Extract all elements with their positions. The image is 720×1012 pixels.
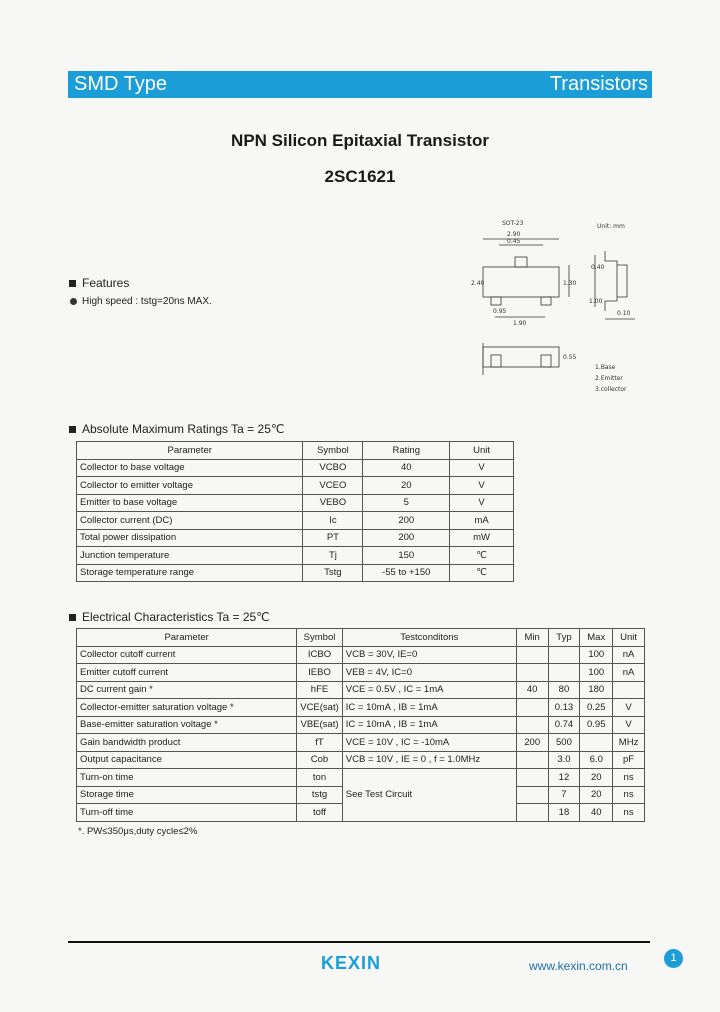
table-header-row: [77, 629, 645, 647]
table-cell: fT: [297, 734, 343, 752]
page-number-badge: 1: [664, 949, 683, 968]
table-cell: tstg: [297, 786, 343, 804]
dim-label: 2.90: [507, 231, 521, 238]
table-cell: Emitter to base voltage: [77, 494, 303, 512]
table-cell: IC = 10mA , IB = 1mA: [342, 716, 516, 734]
header-right-label: Transistors: [549, 73, 648, 95]
bullet-dot-icon: [70, 298, 77, 305]
dim-label: 2.40: [471, 280, 485, 287]
table-cell: VCE = 10V , IC = -10mA: [342, 734, 516, 752]
bullet-square-icon: [69, 614, 76, 621]
features-heading: [69, 276, 129, 290]
table-cell: ns: [613, 804, 645, 822]
package-top-view: [483, 239, 569, 317]
table-cell: hFE: [297, 681, 343, 699]
table-cell: 0.74: [548, 716, 580, 734]
table-cell: Junction temperature: [77, 547, 303, 565]
table-cell: V: [450, 459, 514, 477]
table-cell: 3.0: [548, 751, 580, 769]
table-cell: VEBO: [303, 494, 363, 512]
table-cell: ℃: [450, 547, 514, 565]
table-cell: 100: [580, 646, 613, 664]
table-row: [77, 646, 645, 664]
feature-item: [70, 296, 212, 307]
table-cell: [516, 716, 548, 734]
table-cell: [516, 699, 548, 717]
table-cell: ton: [297, 769, 343, 787]
table-cell: VCEO: [303, 477, 363, 495]
table-row: [77, 664, 645, 682]
table-cell: Storage time: [77, 786, 297, 804]
table-row: [77, 699, 645, 717]
package-name: SOT-23: [502, 220, 524, 227]
elec-char-heading: [69, 610, 270, 624]
table-row: [77, 494, 514, 512]
table-cell: Collector to emitter voltage: [77, 477, 303, 495]
table-cell: pF: [613, 751, 645, 769]
table-row: [77, 769, 645, 787]
table-cell: VCBO: [303, 459, 363, 477]
table-cell: Turn-on time: [77, 769, 297, 787]
dim-label: 1.30: [563, 280, 577, 287]
table-header-row: [77, 442, 514, 460]
table-cell: V: [450, 477, 514, 495]
table-cell: VBE(sat): [297, 716, 343, 734]
table-cell: Turn-off time: [77, 804, 297, 822]
package-outline-diagram: [465, 215, 655, 400]
table-cell: nA: [613, 664, 645, 682]
table-row: [77, 751, 645, 769]
table-row: [77, 547, 514, 565]
abs-max-table: [76, 441, 514, 582]
column-header: Rating: [363, 442, 450, 460]
table-cell: VCE(sat): [297, 699, 343, 717]
table-row: [77, 459, 514, 477]
table-cell: 0.13: [548, 699, 580, 717]
table-cell: 5: [363, 494, 450, 512]
table-cell: [613, 681, 645, 699]
column-header: Testconditons: [342, 629, 516, 647]
column-header: Parameter: [77, 629, 297, 647]
table-cell: [516, 664, 548, 682]
features-heading-text: Features: [82, 276, 130, 290]
table-cell: Tj: [303, 547, 363, 565]
feature-item-text: High speed : tstg=20ns MAX.: [82, 296, 212, 307]
column-header: Symbol: [303, 442, 363, 460]
table-cell: 20: [580, 786, 613, 804]
table-cell: 150: [363, 547, 450, 565]
table-cell: 200: [363, 512, 450, 530]
table-cell: DC current gain *: [77, 681, 297, 699]
table-cell: toff: [297, 804, 343, 822]
column-header: Symbol: [297, 629, 343, 647]
table-cell: PT: [303, 529, 363, 547]
table-cell: [516, 769, 548, 787]
table-cell: [580, 734, 613, 752]
table-cell: 80: [548, 681, 580, 699]
header-left-label: SMD Type: [74, 73, 167, 95]
table-cell: VEB = 4V, IC=0: [342, 664, 516, 682]
table-cell: 0.25: [580, 699, 613, 717]
table-cell: [548, 646, 580, 664]
footer-divider: [68, 941, 650, 943]
column-header: Max: [580, 629, 613, 647]
column-header: Unit: [613, 629, 645, 647]
table-cell: 7: [548, 786, 580, 804]
column-header: Min: [516, 629, 548, 647]
table-row: [77, 564, 514, 582]
table-cell: MHz: [613, 734, 645, 752]
table-cell: Gain bandwidth product: [77, 734, 297, 752]
table-cell: Emitter cutoff current: [77, 664, 297, 682]
table-cell: 40: [580, 804, 613, 822]
table-cell: mW: [450, 529, 514, 547]
header-banner: [68, 71, 652, 98]
table-cell: [516, 646, 548, 664]
table-cell: 180: [580, 681, 613, 699]
dim-label: 1.90: [513, 320, 527, 327]
table-cell: Cob: [297, 751, 343, 769]
table-cell: V: [613, 716, 645, 734]
table-cell: 100: [580, 664, 613, 682]
table-cell: 200: [516, 734, 548, 752]
column-header: Parameter: [77, 442, 303, 460]
bullet-square-icon: [69, 280, 76, 287]
table-cell: Tstg: [303, 564, 363, 582]
table-cell: VCB = 10V , IE = 0 , f = 1.0MHz: [342, 751, 516, 769]
abs-max-heading-text: Absolute Maximum Ratings Ta = 25℃: [82, 422, 285, 436]
page-title: NPN Silicon Epitaxial Transistor: [231, 131, 489, 150]
footnote: *. PW≤350μs,duty cycle≤2%: [78, 826, 198, 837]
table-cell: Collector to base voltage: [77, 459, 303, 477]
table-row: [77, 681, 645, 699]
table-cell: ns: [613, 769, 645, 787]
table-cell: 20: [580, 769, 613, 787]
pin-label: 3.collector: [595, 386, 627, 393]
table-cell: 40: [363, 459, 450, 477]
table-cell: [516, 751, 548, 769]
pin-label: 1.Base: [595, 364, 616, 371]
table-cell: 500: [548, 734, 580, 752]
brand-logo: KEXIN: [321, 953, 382, 973]
table-cell: 40: [516, 681, 548, 699]
dim-label: 0.10: [617, 310, 631, 317]
table-cell: IEBO: [297, 664, 343, 682]
table-cell: mA: [450, 512, 514, 530]
table-cell: Output capacitance: [77, 751, 297, 769]
column-header: Typ: [548, 629, 580, 647]
website-link[interactable]: www.kexin.com.cn: [529, 959, 628, 973]
dim-label: 0.55: [563, 354, 577, 361]
abs-max-heading: [69, 422, 284, 436]
table-cell: Ic: [303, 512, 363, 530]
table-row: [77, 477, 514, 495]
dim-label: 0.95: [493, 308, 507, 315]
dim-label: 0.45: [507, 238, 521, 245]
table-cell: See Test Circuit: [342, 769, 516, 822]
table-cell: Storage temperature range: [77, 564, 303, 582]
table-cell: V: [450, 494, 514, 512]
table-cell: Base-emitter saturation voltage *: [77, 716, 297, 734]
table-cell: Collector-emitter saturation voltage *: [77, 699, 297, 717]
table-cell: IC = 10mA , IB = 1mA: [342, 699, 516, 717]
pin-label: 2.Emitter: [595, 375, 623, 382]
table-cell: ℃: [450, 564, 514, 582]
bullet-square-icon: [69, 426, 76, 433]
table-cell: VCB = 30V, IE=0: [342, 646, 516, 664]
package-side-view: [595, 251, 635, 319]
table-cell: [548, 664, 580, 682]
table-cell: -55 to +150: [363, 564, 450, 582]
table-cell: [516, 786, 548, 804]
table-row: [77, 734, 645, 752]
table-cell: V: [613, 699, 645, 717]
table-cell: VCE = 0.5V , IC = 1mA: [342, 681, 516, 699]
table-cell: ICBO: [297, 646, 343, 664]
dim-label: 1.00: [589, 298, 603, 305]
table-cell: 20: [363, 477, 450, 495]
table-cell: 200: [363, 529, 450, 547]
part-number: 2SC1621: [324, 167, 396, 186]
elec-char-heading-text: Electrical Characteristics Ta = 25℃: [82, 610, 270, 624]
table-cell: Total power dissipation: [77, 529, 303, 547]
table-cell: nA: [613, 646, 645, 664]
column-header: Unit: [450, 442, 514, 460]
table-row: [77, 512, 514, 530]
table-cell: 12: [548, 769, 580, 787]
table-row: [77, 529, 514, 547]
package-unit-label: Unit: mm: [597, 223, 625, 230]
table-cell: Collector current (DC): [77, 512, 303, 530]
table-row: [77, 716, 645, 734]
table-cell: 0.95: [580, 716, 613, 734]
table-cell: [516, 804, 548, 822]
package-end-view: [483, 343, 559, 375]
table-cell: ns: [613, 786, 645, 804]
table-cell: Collector cutoff current: [77, 646, 297, 664]
table-cell: 6.0: [580, 751, 613, 769]
elec-char-table: [76, 628, 645, 822]
table-cell: 18: [548, 804, 580, 822]
dim-label: 0.40: [591, 264, 605, 271]
